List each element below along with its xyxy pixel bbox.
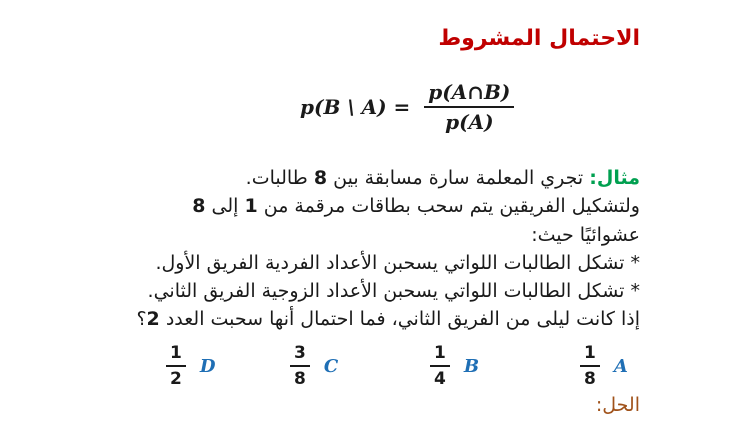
option-denominator: 8 — [584, 369, 596, 389]
option-fraction — [580, 343, 600, 389]
answer-label: الحل: — [595, 394, 640, 416]
example-number: 8 — [192, 195, 206, 218]
example-text-segment: ؟ — [136, 308, 147, 331]
example-text-segment: تجري المعلمة سارة مسابقة بين — [327, 167, 590, 189]
example-text-segment: ولتشكيل الفريقين يتم سحب بطاقات مرقمة من — [257, 195, 640, 218]
example-number: 1 — [244, 195, 258, 218]
option-a[interactable] — [580, 343, 628, 389]
option-denominator: 4 — [434, 369, 446, 389]
option-d[interactable] — [166, 343, 215, 389]
example-label: مثال: — [589, 167, 640, 189]
option-letter: C — [323, 355, 339, 377]
option-numerator: 1 — [584, 343, 596, 363]
example-number: 8 — [313, 167, 328, 189]
option-fraction — [166, 343, 186, 389]
example-text — [100, 164, 640, 334]
option-letter: D — [199, 355, 216, 377]
option-numerator: 1 — [170, 343, 182, 363]
example-line-5: * تشكل الطالبات اللواتي يسحبن الأعداد الزوجية الفريق الثاني. — [147, 280, 640, 303]
option-numerator: 3 — [294, 343, 306, 363]
formula-denominator: p(A) — [445, 110, 494, 134]
answer-options — [0, 343, 756, 399]
example-text-segment: طالبات. — [245, 167, 314, 189]
option-letter: A — [613, 355, 628, 377]
formula-lhs: p(B \ A) = — [300, 95, 411, 119]
example-line-4: * تشكل الطالبات اللواتي يسحبن الأعداد الفردية الفريق الأول. — [155, 251, 640, 274]
option-numerator: 1 — [434, 343, 446, 363]
option-denominator: 2 — [170, 369, 182, 389]
page-title: الاحتمال المشروط — [438, 26, 640, 51]
conditional-probability-formula — [300, 80, 514, 134]
option-letter: B — [463, 355, 480, 377]
example-text-segment: إلى — [205, 195, 245, 218]
formula-numerator: p(A∩B) — [428, 80, 511, 104]
option-denominator: 8 — [294, 369, 306, 389]
example-number: 2 — [146, 308, 160, 331]
example-line-6 — [100, 305, 640, 333]
formula-fraction — [424, 80, 514, 134]
example-line-3: عشوائيًا حيث: — [531, 223, 640, 246]
option-b[interactable] — [430, 343, 479, 389]
example-line-2 — [100, 192, 640, 220]
example-line-1 — [100, 164, 640, 192]
option-fraction — [290, 343, 310, 389]
example-text-segment: إذا كانت ليلى من الفريق الثاني، فما احتمال أنها سحبت العدد — [159, 308, 640, 331]
option-fraction — [430, 343, 450, 389]
option-c[interactable] — [290, 343, 338, 389]
